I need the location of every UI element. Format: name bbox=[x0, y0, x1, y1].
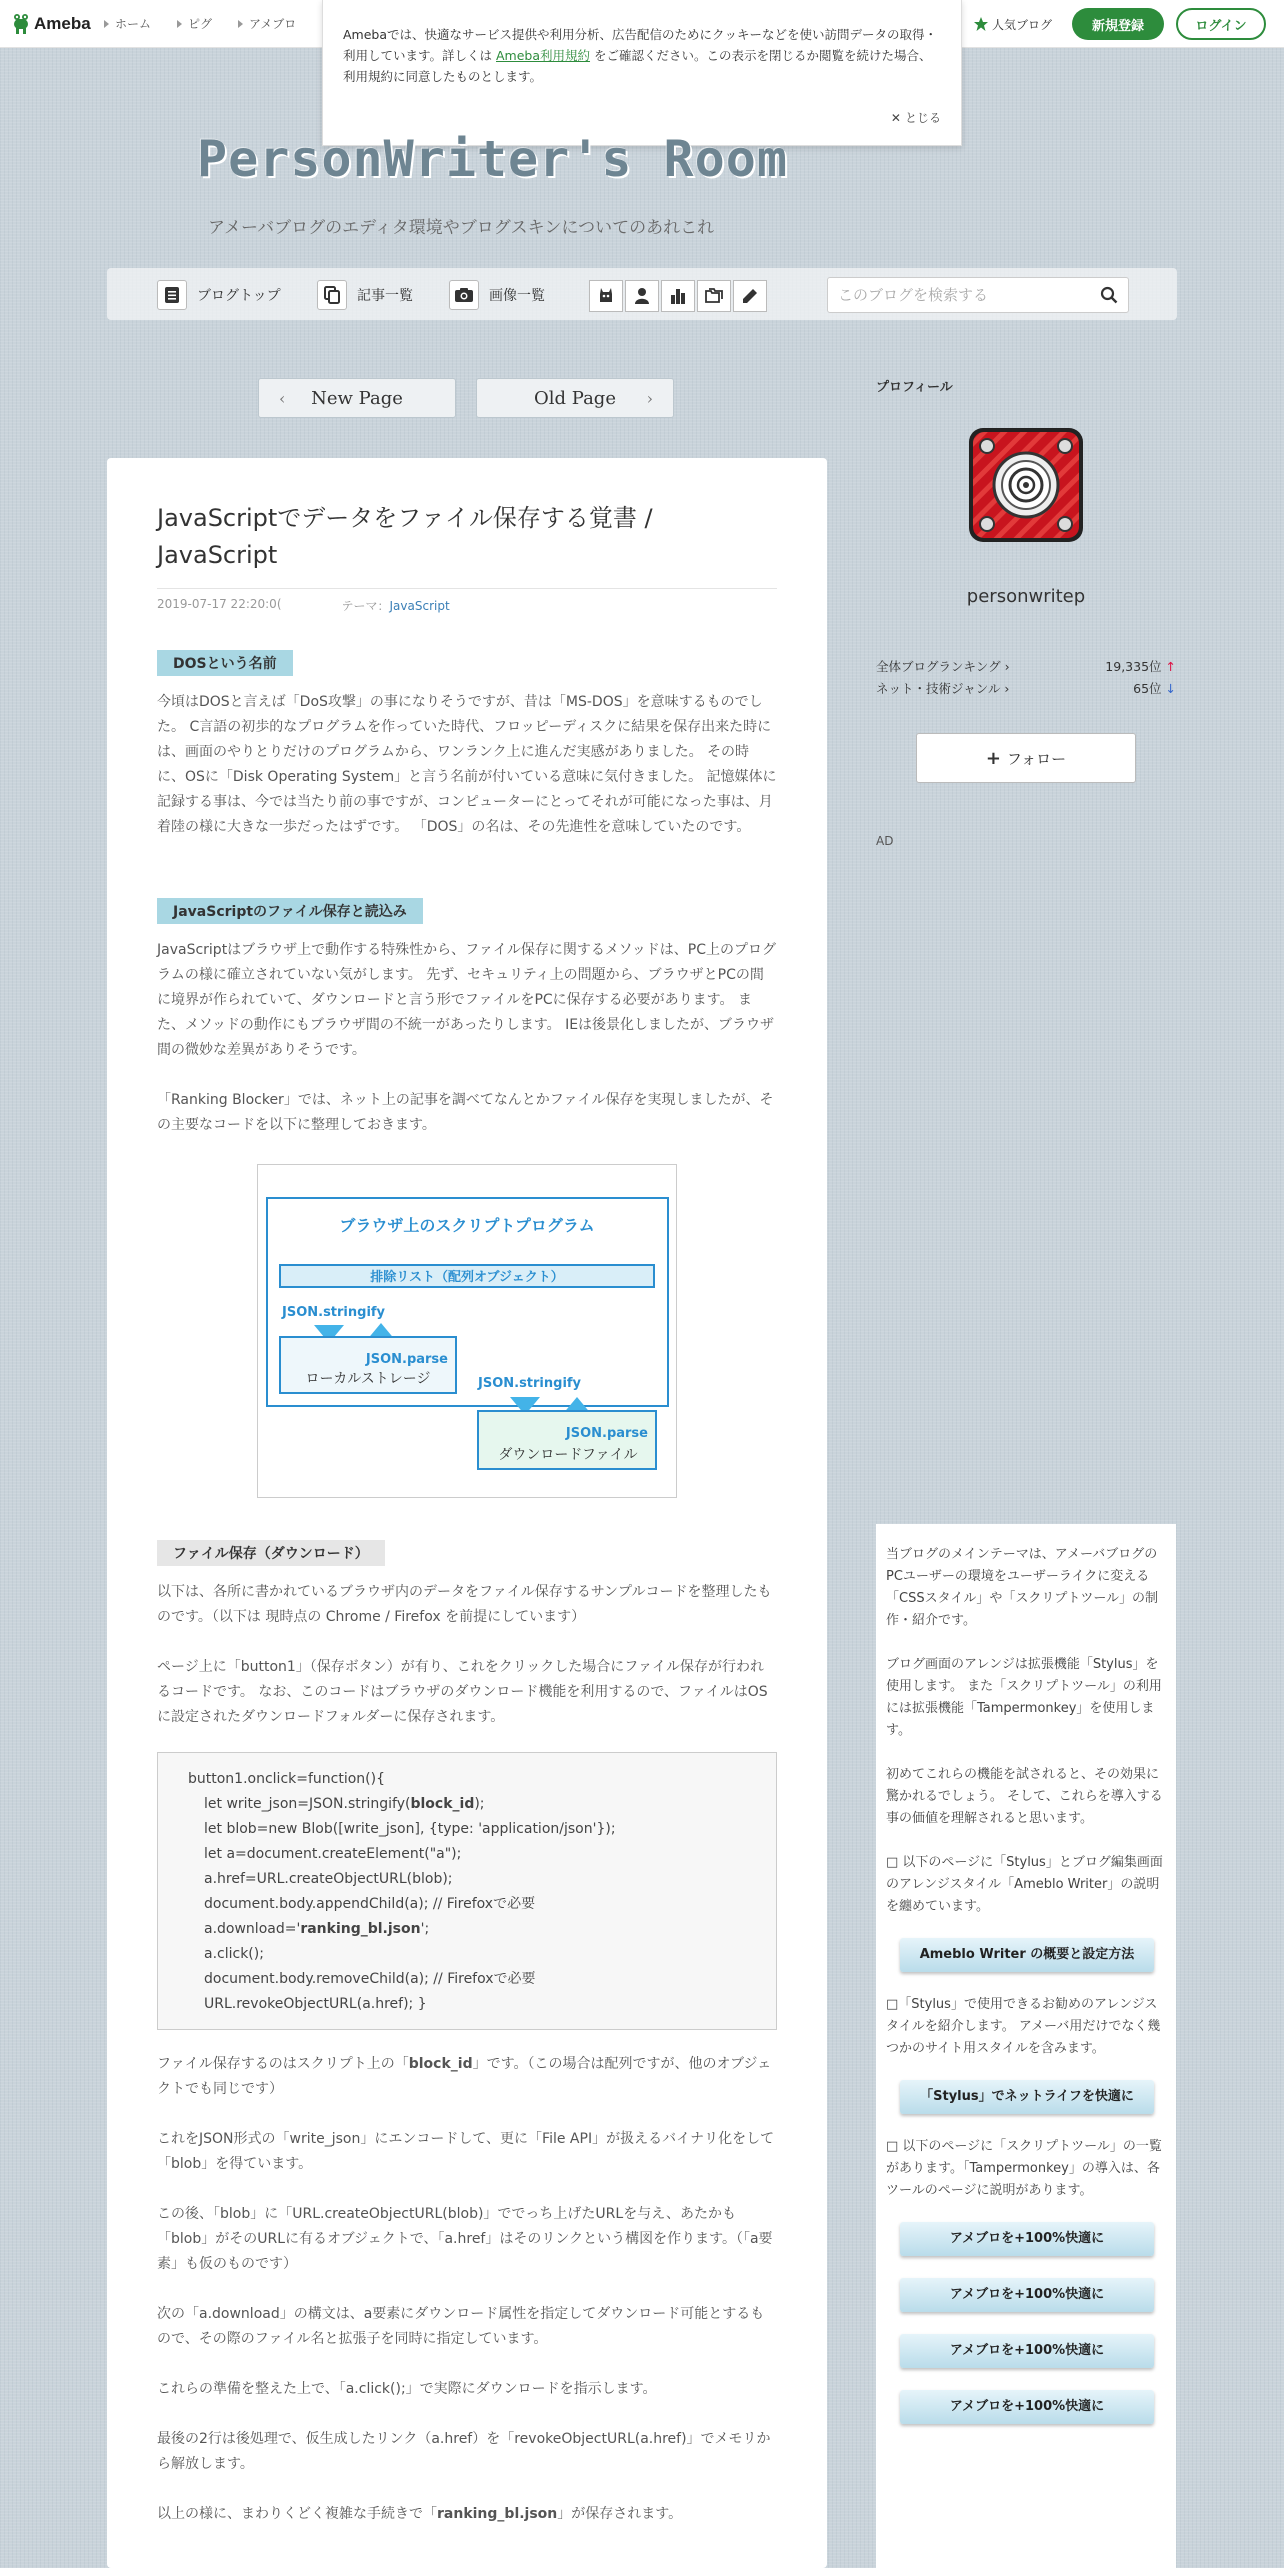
tool-link-button[interactable]: アメブロを+100%快適に bbox=[900, 2334, 1154, 2368]
blog-subtitle: アメーバブログのエディタ環境やブログスキンについてのあれこれ bbox=[208, 218, 715, 238]
tool-link-button[interactable]: アメブロを+100%快適に bbox=[900, 2222, 1154, 2256]
ranking-value: 19,335位 ↑ bbox=[1105, 657, 1176, 675]
cookie-banner bbox=[322, 0, 962, 146]
tool-icon-group bbox=[589, 280, 767, 312]
blog-navigation bbox=[107, 268, 1177, 320]
code-line: let blob=new Blob([write_json], {type: 'application/json'}); bbox=[204, 1821, 616, 1837]
download-file-label: ダウンロードファイル bbox=[498, 1447, 638, 1463]
tool-link-button[interactable]: アメブロを+100%快適に bbox=[900, 2390, 1154, 2424]
article-list-label: 記事一覧 bbox=[357, 288, 413, 304]
stringify-label-1: JSON.stringify bbox=[282, 1305, 386, 1320]
theme-link[interactable]: JavaScript bbox=[389, 599, 450, 613]
sidebar-text: □ 以下のページに「スクリプトツール」の一覧があります。「Tampermonkey」の導入は、各ツールのページに説明があります。 bbox=[886, 2139, 1162, 2198]
sidebar-text: ブログ画面のアレンジは拡張機能「Stylus」を使用します。 また「スクリプトツール」の利用には拡張機能「Tampermonkey」を使用します。 bbox=[886, 1657, 1162, 1738]
chevron-left-icon: ‹ bbox=[279, 389, 286, 408]
copy-icon bbox=[317, 280, 347, 310]
new-page-label: New Page bbox=[311, 387, 403, 409]
stylus-button[interactable]: 「Stylus」でネットライフを快適に bbox=[900, 2080, 1154, 2114]
popular-blog-link[interactable] bbox=[974, 16, 1052, 33]
search-icon[interactable] bbox=[1100, 286, 1118, 308]
code-block bbox=[157, 1752, 777, 2030]
bar-chart-icon[interactable] bbox=[661, 280, 695, 312]
paragraph: この後、「blob」に「URL.createObjectURL(blob)」ででっち上げたURLを与え、あたかも「blob」がそのURLに有るオブジェクトで、「a.href」はそのリンクという構図を作ります。（「a要素」も仮のものです） bbox=[157, 2206, 773, 2272]
user-icon[interactable] bbox=[625, 280, 659, 312]
ranking-label: ネット・技術ジャンル › bbox=[876, 679, 1009, 697]
paragraph: ページ上に「button1」（保存ボタン）が有り、これをクリックした場合にファイル保存が行われるコードです。 なお、このコードはブラウザのダウンロード機能を利用するので、ファイルはOSに設定されたダウンロードフォルダーに保存されます。 bbox=[157, 1659, 768, 1725]
code-line: document.body.removeChild(a); // Firefoxで必要 bbox=[204, 1971, 536, 1987]
code-line: document.body.appendChild(a); // Firefoxで必要 bbox=[204, 1896, 536, 1912]
nav-ameblo[interactable]: アメブロ bbox=[238, 15, 296, 32]
profile-name[interactable]: personwritep bbox=[966, 586, 1086, 607]
nav-pigg[interactable]: ピグ bbox=[177, 15, 212, 32]
heading-js-file: JavaScriptのファイル保存と読込み bbox=[157, 898, 423, 924]
strong-text: ranking_bl.json bbox=[437, 2506, 558, 2522]
article-list-button[interactable] bbox=[317, 280, 413, 310]
cookie-close-label: とじる bbox=[904, 111, 941, 125]
heading-download: ファイル保存（ダウンロード） bbox=[157, 1540, 385, 1566]
diagram-figure bbox=[257, 1164, 677, 1498]
cookie-close-button[interactable] bbox=[891, 108, 941, 129]
code-line: button1.onclick=function(){ bbox=[188, 1771, 386, 1787]
code-strong: block_id bbox=[410, 1796, 475, 1812]
text: 」が保存されます。 bbox=[557, 2506, 683, 2522]
terms-link[interactable]: Ameba利用規約 bbox=[496, 48, 591, 63]
local-storage-label: ローカルストレージ bbox=[305, 1371, 431, 1387]
ameba-logo-text: Ameba bbox=[34, 14, 91, 33]
profile-avatar[interactable] bbox=[967, 426, 1085, 544]
code-strong: ranking_bl.json bbox=[300, 1921, 421, 1937]
image-list-label: 画像一覧 bbox=[489, 288, 545, 304]
article-title[interactable]: JavaScriptでデータをファイル保存する覚書 / JavaScript bbox=[157, 504, 653, 569]
header-actions bbox=[974, 8, 1266, 40]
sidebar-text: □ 以下のページに「Stylus」とブログ編集画面のアレンジスタイル「Ameblo Writer」の説明を纏めています。 bbox=[886, 1855, 1163, 1914]
paragraph: 以下は、各所に書かれているブラウザ内のデータをファイル保存するサンプルコードを整理したものです。（以下は 現時点の Chrome / Firefox を前提にしています） bbox=[157, 1584, 772, 1625]
document-icon bbox=[157, 280, 187, 310]
tool-link-button[interactable]: アメブロを+100%快適に bbox=[900, 2278, 1154, 2312]
nav-home[interactable]: ホーム bbox=[104, 15, 151, 32]
blog-search bbox=[827, 277, 1129, 313]
sidebar-free-area bbox=[876, 1524, 1176, 2568]
paragraph: これらの準備を整えた上で、「a.click();」で実際にダウンロードを指示します。 bbox=[157, 2381, 657, 2397]
code-line: a.click(); bbox=[204, 1946, 264, 1962]
image-list-button[interactable] bbox=[449, 280, 545, 310]
code-text: ); bbox=[474, 1796, 485, 1812]
theme-label: テーマ： bbox=[341, 599, 390, 613]
stringify-label-2: JSON.stringify bbox=[478, 1376, 582, 1391]
follow-label: フォロー bbox=[1006, 749, 1067, 768]
blog-top-label: ブログトップ bbox=[197, 288, 281, 304]
paragraph: 「Ranking Blocker」では、ネット上の記事を調べてなんとかファイル保存を実現しましたが、その主要なコードを以下に整理しておきます。 bbox=[157, 1092, 774, 1133]
article bbox=[107, 458, 827, 2568]
sidebar-text: 当ブログのメインテーマは、アメーバブログの PCユーザーの環境をユーザーライクに変える「CSSスタイル」や「スクリプトツール」の制作・紹介です。 bbox=[886, 1547, 1159, 1628]
camera-icon bbox=[449, 280, 479, 310]
code-line: a.href=URL.createObjectURL(blob); bbox=[204, 1871, 453, 1887]
old-page-label: Old Page bbox=[534, 387, 616, 409]
search-input[interactable] bbox=[828, 278, 1078, 312]
login-button[interactable]: ログイン bbox=[1176, 8, 1266, 40]
close-icon: ✕ bbox=[890, 111, 901, 125]
pencil-icon[interactable] bbox=[733, 280, 767, 312]
profile-heading: プロフィール bbox=[876, 380, 953, 395]
text: 以上の様に、まわりくどく複雑な手続きで「 bbox=[157, 2506, 437, 2522]
code-line: URL.revokeObjectURL(a.href); } bbox=[204, 1996, 427, 2012]
paragraph bbox=[157, 2502, 777, 2527]
ameblo-writer-button[interactable]: Ameblo Writer の概要と設定方法 bbox=[900, 1938, 1154, 1972]
blog-top-button[interactable] bbox=[157, 280, 281, 310]
heading-dos: DOSという名前 bbox=[157, 650, 293, 676]
follow-button[interactable] bbox=[916, 733, 1136, 783]
paragraph: 今頃はDOSと言えば「DoS攻撃」の事になりそうですが、昔は「MS-DOS」を意味するものでした。 C言語の初歩的なプログラムを作っていた時代、フロッピーディスクに結果を保存出来た時には、画面のやりとりだけのプログラムから、ワンランク上に進んだ実感がありました。 その時に、OSに「Disk Operating System」と言う名前が付いている意味に気付きました。 記憶媒体に記録する事は、今では当たり前の事ですが、コンピューターにとってそれが可能になった事は、月着陸の様に大きな一歩だったはずです。 「DOS」の名は、その先進性を意味していたのです。 bbox=[157, 694, 777, 835]
code-line: let a=document.createElement("a"); bbox=[204, 1846, 462, 1862]
strong-text: block_id bbox=[408, 2056, 473, 2072]
code-text: '; bbox=[420, 1921, 430, 1937]
ranking-label: 全体ブログランキング › bbox=[876, 657, 1010, 675]
code-line bbox=[188, 1792, 776, 1817]
ameba-logo[interactable] bbox=[12, 12, 91, 36]
article-meta bbox=[157, 588, 777, 614]
code-text: let write_json=JSON.stringify( bbox=[204, 1796, 411, 1812]
paragraph: 次の「a.download」の構文は、a要素にダウンロード属性を指定してダウンロード可能とするもので、その際のファイル名と拡張子を同時に指定しています。 bbox=[157, 2306, 765, 2347]
paragraph: 最後の2行は後処理で、仮生成したリンク（a.href）を「revokeObjectURL(a.href)」でメモリから解放します。 bbox=[157, 2431, 771, 2472]
old-page-button[interactable] bbox=[476, 378, 674, 418]
paragraph bbox=[157, 2052, 777, 2102]
avatar-image bbox=[967, 426, 1085, 544]
amebapigg-icon[interactable] bbox=[589, 280, 623, 312]
code-line bbox=[188, 1917, 776, 1942]
sidebar-text: □「Stylus」で使用できるお勧めのアレンジスタイルを紹介します。 アメーバ用だけでなく幾つかのサイト用スタイルを含みます。 bbox=[886, 1997, 1161, 2056]
text: 」です。（この場合は配列ですが、他のオブジェクトでも同じです） bbox=[157, 2056, 772, 2097]
parse-label-2: JSON.parse bbox=[565, 1426, 648, 1441]
cookie-text-2: をご確認ください。この表示を閉じるか閲覧を続けた場合、利用規約に同意したものとします。 bbox=[343, 48, 932, 84]
paragraph: JavaScriptはブラウザ上で動作する特殊性から、ファイル保存に関するメソッドは、PC上のプログラムの様に確立されていない気がします。 先ず、セキュリティ上の問題から、ブラウザとPCの間に境界が作られていて、ダウンロードと言う形でファイルをPCに保存する必要があります。 また、メソッドの動作にもブラウザ間の不統一があったりします。 IEは後景化しましたが、ブラウザ間の微妙な差異がありそうです。 bbox=[157, 942, 776, 1058]
ameba-frog-icon bbox=[12, 13, 30, 35]
text: ファイル保存するのはスクリプト上の「 bbox=[157, 2056, 409, 2072]
chevron-right-icon: › bbox=[646, 389, 653, 408]
global-nav bbox=[104, 15, 296, 32]
diagram-title: ブラウザ上のスクリプトプログラム bbox=[339, 1216, 595, 1235]
star-icon bbox=[974, 17, 988, 31]
array-label: 排除リスト（配列オブジェクト） bbox=[370, 1270, 564, 1285]
sidebar-text: 初めてこれらの機能を試されると、その効果に驚かれるでしょう。 そして、これらを導入する事の価値を理解されると思います。 bbox=[886, 1767, 1163, 1826]
cookie-text-1: Amebaでは、快適なサービス提供や利用分析、広告配信のためにクッキーなどを使い訪問データの取得・利用しています。詳しくは bbox=[343, 27, 938, 63]
genre-ranking[interactable] bbox=[876, 679, 1176, 697]
popular-blog-label: 人気ブログ bbox=[991, 17, 1052, 32]
article-theme bbox=[342, 597, 450, 614]
blog-title[interactable]: PersonWriter's Room bbox=[197, 130, 788, 188]
ad-label: AD bbox=[876, 834, 894, 848]
ranking-value: 65位 ↓ bbox=[1133, 679, 1176, 697]
new-page-button[interactable] bbox=[258, 378, 456, 418]
folders-icon[interactable] bbox=[697, 280, 731, 312]
code-text: a.download=' bbox=[204, 1921, 301, 1937]
script-flow-diagram bbox=[258, 1165, 678, 1499]
overall-ranking[interactable] bbox=[876, 657, 1176, 675]
paragraph: これをJSON形式の「write_json」にエンコードして、更に「File API」が扱えるバイナリ化をして「blob」を得ています。 bbox=[157, 2131, 775, 2172]
plus-icon: + bbox=[985, 747, 1001, 769]
signup-button[interactable]: 新規登録 bbox=[1072, 8, 1164, 40]
parse-label-1: JSON.parse bbox=[365, 1352, 448, 1367]
article-date: 2019-07-17 22:20:0( bbox=[157, 597, 282, 611]
